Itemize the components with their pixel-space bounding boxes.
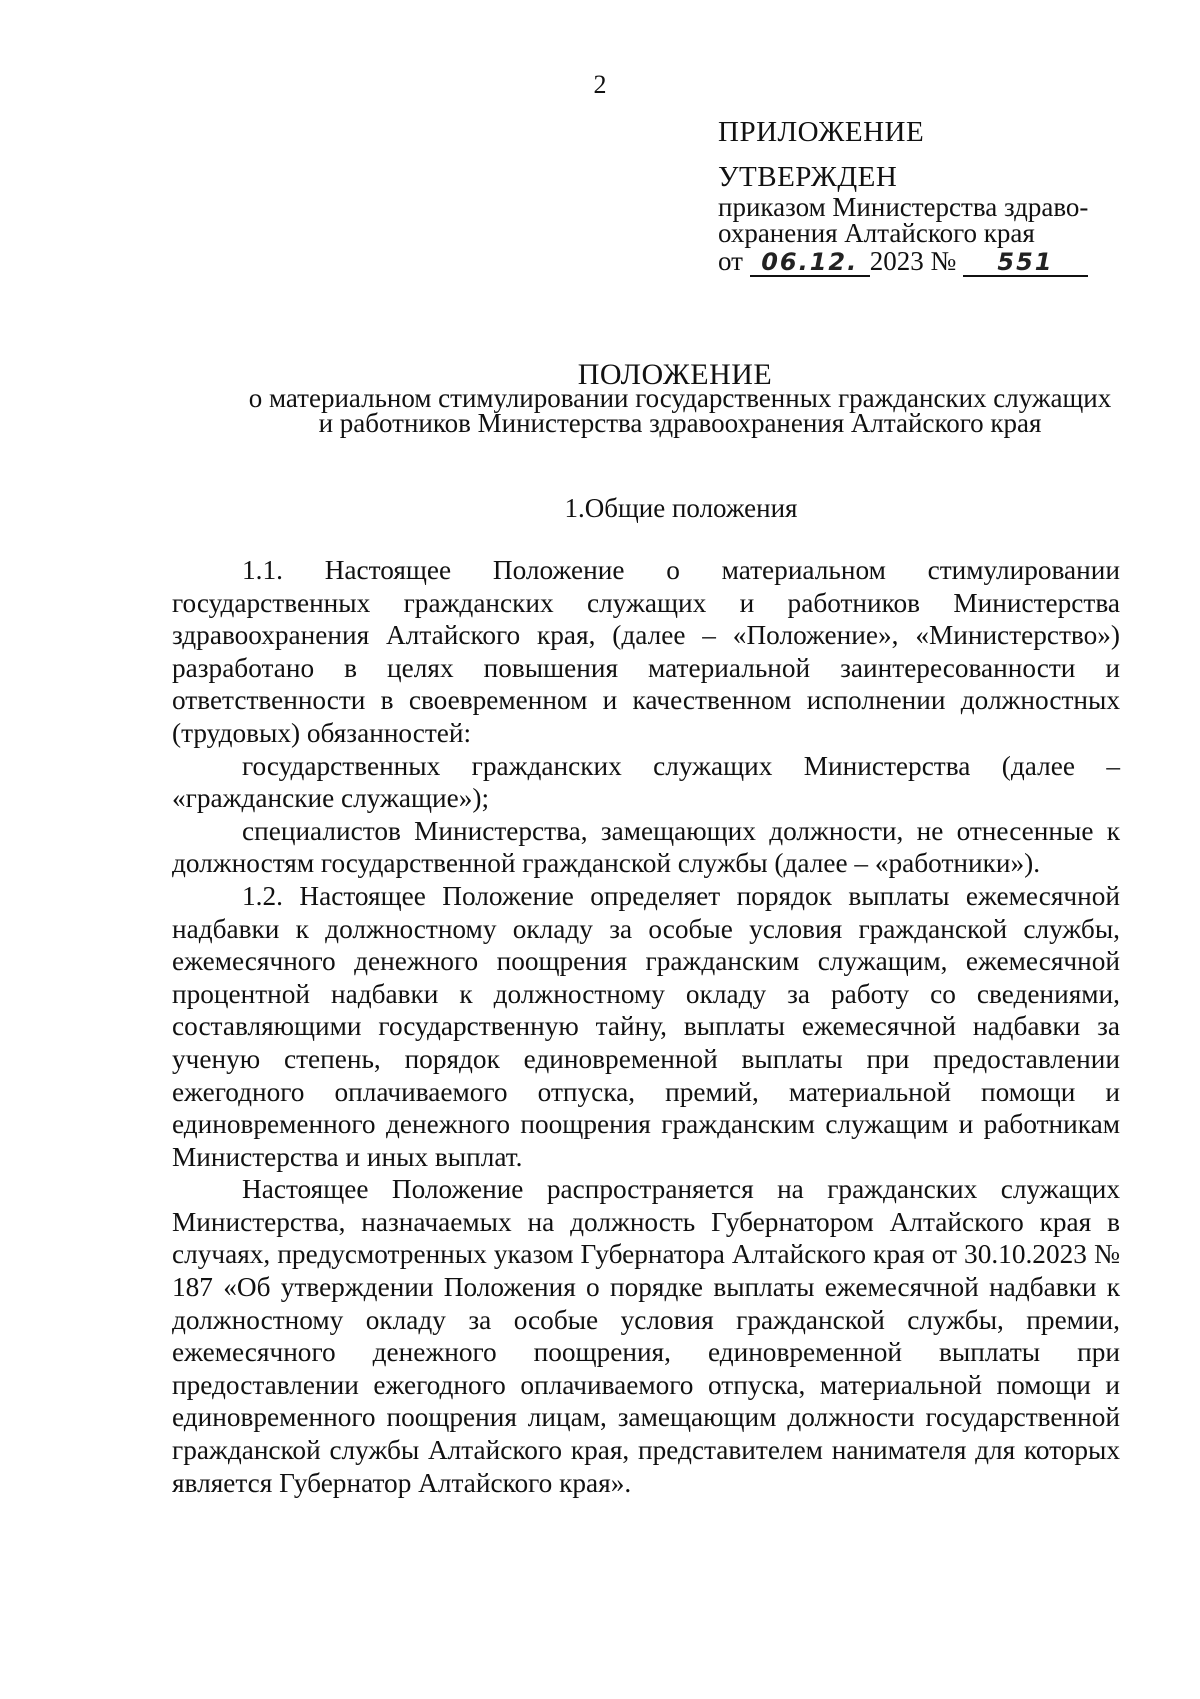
approval-year: 2023 № — [869, 246, 957, 276]
approved-title: УТВЕРЖДЕН — [718, 161, 898, 193]
document-body — [172, 554, 1120, 1499]
approval-line-2: охранения Алтайского края — [718, 218, 1035, 248]
paragraph-civil-servants: государственных гражданских служащих Министерства (далее – «гражданские служащие»); — [172, 750, 1120, 814]
paragraph-scope: Настоящее Положение распространяется на гражданских служащих Министерства, назначаемых на должность Губернатором Алтайского края в случаях, предусмотренных указом Губернатора Алтайского края от 30.10.2023 № 187 «Об утверждении Положения о порядке выплаты ежемесячной надбавки к должностному окладу за особые условия гражданской службы, премии, ежемесячного денежного поощрения, единовременной выплаты при предоставлении ежегодного оплачиваемого отпуска, материальной помощи и единовременного поощрения лицам, замещающим должности государственной гражданской службы Алтайского края, представителем нанимателя для которых является Губернатор Алтайского края». — [172, 1174, 1120, 1498]
paragraph-specialists: специалистов Министерства, замещающих должности, не отнесенные к должностям государственной гражданской службы (далее – «работники»). — [172, 815, 1120, 879]
approval-block — [718, 160, 1118, 277]
appendix-label: ПРИЛОЖЕНИЕ — [718, 116, 925, 148]
section-heading: 1.Общие положения — [564, 493, 798, 523]
document-title: ПОЛОЖЕНИЕ — [577, 358, 773, 391]
paragraph-1-1: 1.1. Настоящее Положение о материальном стимулировании государственных гражданских служащих и работников Министерства здравоохранения Алтайского края, (далее – «Положение», «Министерство») разработано в целях повышения материальной заинтересованности и ответственности в своевременном и качественном исполнении должностных (трудовых) обязанностей: — [172, 555, 1120, 748]
handwritten-number: 551 — [963, 249, 1088, 277]
approval-date-line — [718, 248, 1118, 277]
page-number: 2 — [593, 70, 607, 99]
handwritten-date: 06.12. — [750, 249, 870, 277]
date-prefix: от — [718, 246, 743, 276]
approval-line-1: приказом Министерства здраво- — [718, 192, 1089, 222]
document-subtitle: о материальном стимулировании государственных гражданских служащих и работников Министерства здравоохранения Алтайского края — [248, 383, 1112, 438]
paragraph-1-2: 1.2. Настоящее Положение определяет порядок выплаты ежемесячной надбавки к должностному окладу за особые условия гражданской службы, ежемесячного денежного поощрения гражданским служащим, ежемесячной процентной надбавки к должностному окладу за работу со сведениями, составляющими государственную тайну, выплаты ежемесячной надбавки за ученую степень, порядок единовременной выплаты при предоставлении ежегодного оплачиваемого отпуска, премий, материальной помощи и единовременного денежного поощрения гражданским служащим и работникам Министерства и иных выплат. — [172, 880, 1120, 1172]
